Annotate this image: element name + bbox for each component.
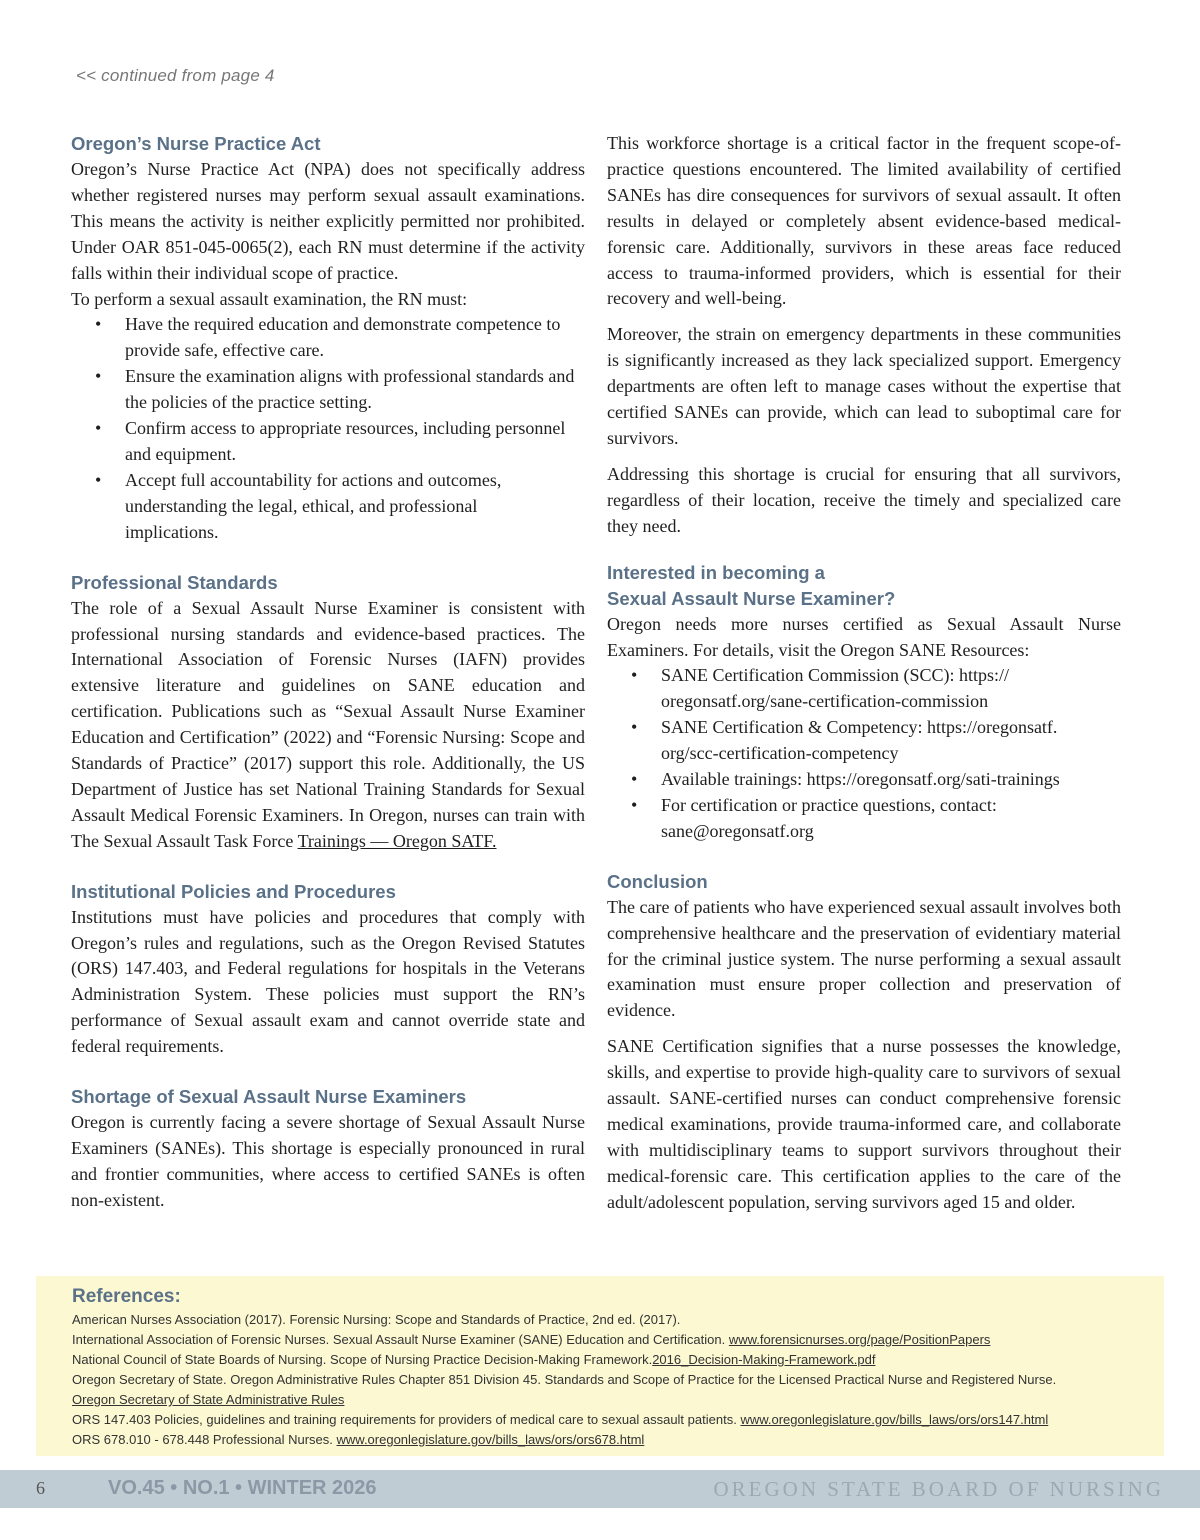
reference-link[interactable]: 2016_Decision-Making-Framework.pdf (652, 1352, 876, 1367)
conclusion-paragraph-2: SANE Certification signifies that a nurse possesses the knowledge, skills, and expertise to provide high-quality care to survivors of sexual assault. SANE-certified nurses can conduct comprehensive forensic medical examinations, provide trauma-informed care, and collaborate with multidisciplinary teams to support survivors throughout their medical-forensic care. This certification applies to the care of the adult/adolescent population, serving survivors aged 15 and older. (607, 1036, 1121, 1212)
list-item: • Confirm access to appropriate resources, including personnel and equipment. (95, 418, 566, 464)
reference-link[interactable]: www.forensicnurses.org/page/PositionPapers (728, 1332, 991, 1347)
issue-label: VO.45 • NO.1 • WINTER 2026 (108, 1477, 377, 1499)
reference-item: International Association of Forensic Nurses. Sexual Assault Nurse Examiner (SANE) Education and Certification. www.forensicnurses.org/page/PositionPapers (72, 1332, 991, 1347)
npa-heading: Oregon’s Nurse Practice Act (71, 133, 321, 154)
list-item: • Available trainings: https://oregonsatf.org/sati-trainings (631, 769, 1060, 790)
reference-item: ORS 147.403 Policies, guidelines and training requirements for providers of medical care to sexual assault patients. www.oregonlegislature.gov/bills_laws/ors/ors147.html (72, 1412, 1049, 1427)
list-item: • Ensure the examination aligns with professional standards and the policies of the practice setting. (95, 366, 575, 413)
continued-note: << continued from page 4 (76, 66, 275, 85)
npa-paragraph: Oregon’s Nurse Practice Act (NPA) does not specifically address whether registered nurses may perform sexual assault examinations. This means the activity is neither explicitly permitted nor prohibited. Under OAR 851-045-0065(2), each RN must determine if the activity falls within their individual scope of practice. (71, 159, 585, 283)
emergency-paragraph: Moreover, the strain on emergency departments in these communities is significantly increased as they lack specialized support. Emergency departments are often left to manage cases without the expertise that certified SANEs can provide, which can lead to suboptimal care for survivors. (607, 324, 1121, 448)
reference-item: National Council of State Boards of Nursing. Scope of Nursing Practice Decision-Making Framework.2016_Decision-Making-Framework.pdf (72, 1352, 876, 1367)
reference-link[interactable]: www.oregonlegislature.gov/bills_laws/ors/ors678.html (336, 1432, 645, 1447)
npa-intro: To perform a sexual assault examination, the RN must: (71, 288, 468, 309)
reference-item: ORS 678.010 - 678.448 Professional Nurses. www.oregonlegislature.gov/bills_laws/ors/ors678.html (72, 1432, 645, 1447)
interested-paragraph: Oregon needs more nurses certified as Sexual Assault Nurse Examiners. For details, visit the Oregon SANE Resources: (607, 613, 1121, 660)
addressing-paragraph: Addressing this shortage is crucial for ensuring that all survivors, regardless of their location, receive the timely and specialized care they need. (607, 463, 1121, 536)
list-item: • Accept full accountability for actions and outcomes, understanding the legal, ethical, and professional implications. (95, 469, 502, 542)
shortage-paragraph: Oregon is currently facing a severe shortage of Sexual Assault Nurse Examiners (SANEs). This shortage is especially pronounced in rural and frontier communities, where access to certified SANEs is often non-existent. (71, 1112, 585, 1210)
right-column (607, 131, 1121, 1216)
policies-heading: Institutional Policies and Procedures (71, 880, 396, 902)
shortage-heading: Shortage of Sexual Assault Nurse Examiners (71, 1086, 467, 1108)
reference-item (72, 1390, 1128, 1410)
trainings-link[interactable]: Trainings — Oregon SATF. (297, 830, 497, 851)
resources-bullet-list (631, 663, 1121, 844)
conclusion-paragraph-1: The care of patients who have experienced sexual assault involves both comprehensive healthcare and the preservation of evidentiary material for the criminal justice system. The nurse performing a sexual assault examination must ensure proper collection and preservation of evidence. (607, 896, 1121, 1021)
workforce-paragraph: This workforce shortage is a critical factor in the frequent scope-of-practice questions encountered. The limited availability of certified SANEs has dire consequences for survivors of sexual assault. It often results in delayed or completely absent evidence-based medical-forensic care. Additionally, survivors in these areas face reduced access to trauma-informed providers, which is essential for their recovery and well-being. (607, 133, 1121, 309)
references-heading: References: (72, 1286, 181, 1307)
standards-heading: Professional Standards (71, 571, 278, 593)
reference-link[interactable]: www.oregonlegislature.gov/bills_laws/ors/ors147.html (740, 1412, 1049, 1427)
page-footer (0, 1470, 1200, 1508)
references-box (36, 1276, 1164, 1456)
list-item: • Have the required education and demonstrate competence to provide safe, effective care. (95, 314, 561, 361)
npa-bullet-list (95, 312, 585, 545)
reference-link[interactable]: Oregon Secretary of State Administrative Rules (72, 1392, 345, 1407)
policies-paragraph: Institutions must have policies and procedures that comply with Oregon’s rules and regulations, such as the Oregon Revised Statutes (ORS) 147.403, and Federal regulations for hospitals in the Veterans Administration System. These policies must support the RN’s performance of Sexual assault exam and cannot override state and federal requirements. (71, 906, 585, 1057)
page-number: 6 (36, 1478, 45, 1498)
standards-paragraph: The role of a Sexual Assault Nurse Examiner is consistent with professional nursing standards and evidence-based practices. The International Association of Forensic Nurses (IAFN) provides extensive literature and guidelines on SANE education and certification. Publications such as “Sexual Assault Nurse Examiner Education and Certification” (2022) and “Forensic Nursing: Scope and Standards of Practice” (2017) support this role. Additionally, the US Department of Justice has set National Training Standards for Sexual Assault Medical Forensic Examiners. In Oregon, nurses can train with The Sexual Assault Task Force Trainings — Oregon SATF. (71, 597, 585, 851)
conclusion-heading: Conclusion (607, 870, 708, 892)
reference-item: American Nurses Association (2017). Forensic Nursing: Scope and Standards of Practice, 2nd ed. (2017). (72, 1312, 681, 1327)
reference-item: Oregon Secretary of State. Oregon Administrative Rules Chapter 851 Division 45. Standards and Scope of Practice for the Licensed Practical Nurse and Registered Nurse. (72, 1372, 1057, 1387)
list-item: • SANE Certification & Competency: https://oregonsatf. org/scc-certification-competency (631, 717, 1058, 764)
left-column (71, 131, 585, 1214)
interested-heading: Interested in becoming a Sexual Assault Nurse Examiner? (607, 561, 896, 609)
list-item: • For certification or practice questions, contact: sane@oregonsatf.org (631, 794, 997, 841)
organization-name: OREGON STATE BOARD OF NURSING (713, 1477, 1164, 1501)
list-item: • SANE Certification Commission (SCC): https:// oregonsatf.org/sane-certification-commission (631, 665, 1010, 712)
